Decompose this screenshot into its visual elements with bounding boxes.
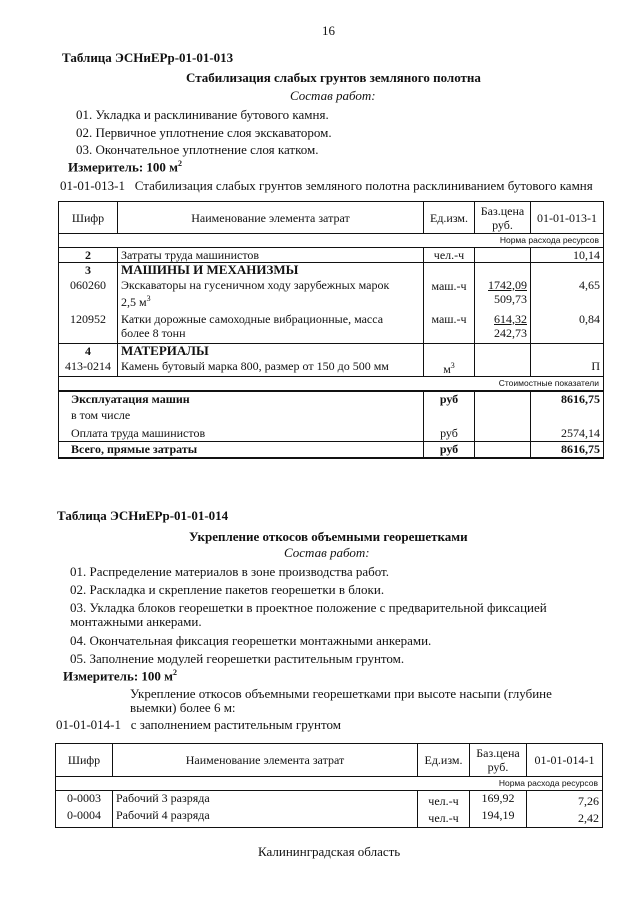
table-row	[59, 391, 604, 408]
cost-value: 2574,14	[531, 424, 604, 441]
empty-cell	[531, 263, 604, 278]
cost-unit: руб	[424, 391, 475, 408]
table-row	[59, 312, 604, 344]
empty-cell	[475, 359, 531, 377]
table2-code: 01-01-014-1	[56, 717, 121, 732]
table1-header-row	[59, 202, 604, 234]
empty-cell	[531, 344, 604, 359]
cost-label: Стоимостные показатели	[59, 377, 604, 392]
table-row	[59, 424, 604, 441]
table1-label: Таблица ЭСНиЕРр-01-01-013	[62, 50, 234, 65]
page-number: 16	[322, 23, 335, 38]
header-base-price: Баз.цена руб.	[470, 744, 527, 777]
header-unit: Ед.изм.	[424, 202, 475, 234]
empty-cell	[475, 408, 531, 424]
row-code: 060260	[59, 278, 118, 312]
empty-cell	[531, 408, 604, 424]
table1-norm-row	[59, 234, 604, 248]
row-name: Рабочий 3 разряда	[113, 791, 418, 809]
table2-step-2: 02. Раскладка и скрепление пакетов георешетки в блоки.	[70, 582, 385, 597]
table2-label: Таблица ЭСНиЕРр-01-01-014	[57, 508, 229, 523]
row-name: Рабочий 4 разряда	[113, 808, 418, 827]
table2-code-desc: с заполнением растительным грунтом	[130, 717, 341, 732]
table1-composition-title: Состав работ:	[290, 88, 376, 103]
table-row	[59, 248, 604, 263]
cost-name: в том числе	[59, 408, 424, 424]
row-num: 2	[59, 248, 118, 263]
cost-unit: руб	[424, 441, 475, 458]
table-row	[56, 808, 603, 827]
table1-step-2: 02. Первичное уплотнение слоя экскаватором.	[76, 125, 332, 140]
row-price	[475, 248, 531, 263]
row-price: 169,92	[470, 791, 527, 809]
row-code: 0-0004	[56, 808, 113, 827]
table1-code-line	[60, 178, 593, 194]
empty-cell	[424, 344, 475, 359]
table2-step-1: 01. Распределение материалов в зоне производства работ.	[70, 564, 390, 579]
table2-heading: Укрепление откосов объемными георешетками	[189, 529, 468, 544]
table2-step-4: 04. Окончательная фиксация георешетки монтажными анкерами.	[70, 633, 432, 648]
row-name: Экскаваторы на гусеничном ходу зарубежных марок 2,5 $м^3$	[118, 278, 424, 312]
table2-intro-1: Укрепление откосов объемными георешетками при высоте насыпи (глубине	[130, 686, 552, 701]
cost-unit: руб	[424, 424, 475, 441]
header-cipher: Шифр	[56, 744, 113, 777]
row-name: Камень бутовый марка 800, размер от 150 до 500 мм	[118, 359, 424, 377]
row-unit: чел.-ч	[424, 248, 475, 263]
row-value: 2,42	[527, 808, 603, 827]
table2-intro-2: выемки) более 6 м:	[130, 700, 236, 715]
cost-name: Всего, прямые затраты	[59, 441, 424, 458]
table2-step-3: 03. Укладка блоков георешетки в проектное положение с предварительной фиксацией	[70, 600, 547, 615]
row-price: 1742,09 509,73	[475, 278, 531, 312]
table1-cost-label-row	[59, 377, 604, 392]
cost-value: 8616,75	[531, 441, 604, 458]
table2-header-row	[56, 744, 603, 777]
norm-label: Норма расхода ресурсов	[59, 234, 604, 248]
empty-cell	[475, 391, 531, 408]
table-row	[59, 441, 604, 458]
row-value: 4,65	[531, 278, 604, 312]
row-unit: $м^3$	[424, 359, 475, 377]
row-name: Катки дорожные самоходные вибрационные, масса более 8 тонн	[118, 312, 424, 344]
row-value: 7,26	[527, 791, 603, 809]
row-value: П	[531, 359, 604, 377]
row-code: 413-0214	[59, 359, 118, 377]
empty-cell	[475, 441, 531, 458]
table-row	[59, 278, 604, 312]
empty-cell	[475, 263, 531, 278]
row-unit: маш.-ч	[424, 278, 475, 312]
section-name: МАШИНЫ И МЕХАНИЗМЫ	[118, 263, 424, 278]
header-code: 01-01-014-1	[527, 744, 603, 777]
empty-cell	[424, 263, 475, 278]
table1-meter: Измеритель: 100 $м^2$	[68, 159, 183, 175]
cost-value: 8616,75	[531, 391, 604, 408]
table2-composition-title: Состав работ:	[284, 545, 370, 560]
table1-code-desc: Стабилизация слабых грунтов земляного полотна расклиниванием бутового камня	[134, 178, 593, 193]
table-row	[59, 263, 604, 278]
table-row	[59, 359, 604, 377]
table1-step-3: 03. Окончательное уплотнение слоя катком.	[76, 142, 319, 157]
row-code: 120952	[59, 312, 118, 344]
header-unit: Ед.изм.	[418, 744, 470, 777]
table2-code-line	[56, 717, 341, 733]
table2-step-3-cont: монтажными анкерами.	[70, 614, 202, 629]
header-base-price: Баз.цена руб.	[475, 202, 531, 234]
header-cipher: Шифр	[59, 202, 118, 234]
table-row	[56, 791, 603, 809]
norm-label: Норма расхода ресурсов	[56, 777, 603, 791]
row-unit: чел.-ч	[418, 808, 470, 827]
table1-heading: Стабилизация слабых грунтов земляного полотна	[186, 70, 481, 85]
table-row	[59, 344, 604, 359]
section-num: 3	[59, 263, 118, 278]
table-row	[59, 408, 604, 424]
table1-code: 01-01-013-1	[60, 178, 125, 193]
empty-cell	[424, 408, 475, 424]
row-code: 0-0003	[56, 791, 113, 809]
table2-meter: Измеритель: 100 $м^2$	[63, 668, 178, 684]
row-unit: чел.-ч	[418, 791, 470, 809]
section-num: 4	[59, 344, 118, 359]
footer-region: Калининградская область	[258, 844, 401, 859]
cost-name: Оплата труда машинистов	[59, 424, 424, 441]
row-value: 0,84	[531, 312, 604, 344]
header-name: Наименование элемента затрат	[118, 202, 424, 234]
row-unit: маш.-ч	[424, 312, 475, 344]
row-value: 10,14	[531, 248, 604, 263]
section-name: МАТЕРИАЛЫ	[118, 344, 424, 359]
row-name: Затраты труда машинистов	[118, 248, 424, 263]
header-code: 01-01-013-1	[531, 202, 604, 234]
table1-step-1: 01. Укладка и расклинивание бутового камня.	[76, 107, 329, 122]
header-name: Наименование элемента затрат	[113, 744, 418, 777]
table2-norm-row	[56, 777, 603, 791]
empty-cell	[475, 344, 531, 359]
table1	[58, 201, 604, 459]
row-price: 194,19	[470, 808, 527, 827]
cost-name: Эксплуатация машин	[59, 391, 424, 408]
empty-cell	[475, 424, 531, 441]
row-price: 614,32 242,73	[475, 312, 531, 344]
table2-step-5: 05. Заполнение модулей георешетки растительным грунтом.	[70, 651, 405, 666]
table2	[55, 743, 603, 828]
